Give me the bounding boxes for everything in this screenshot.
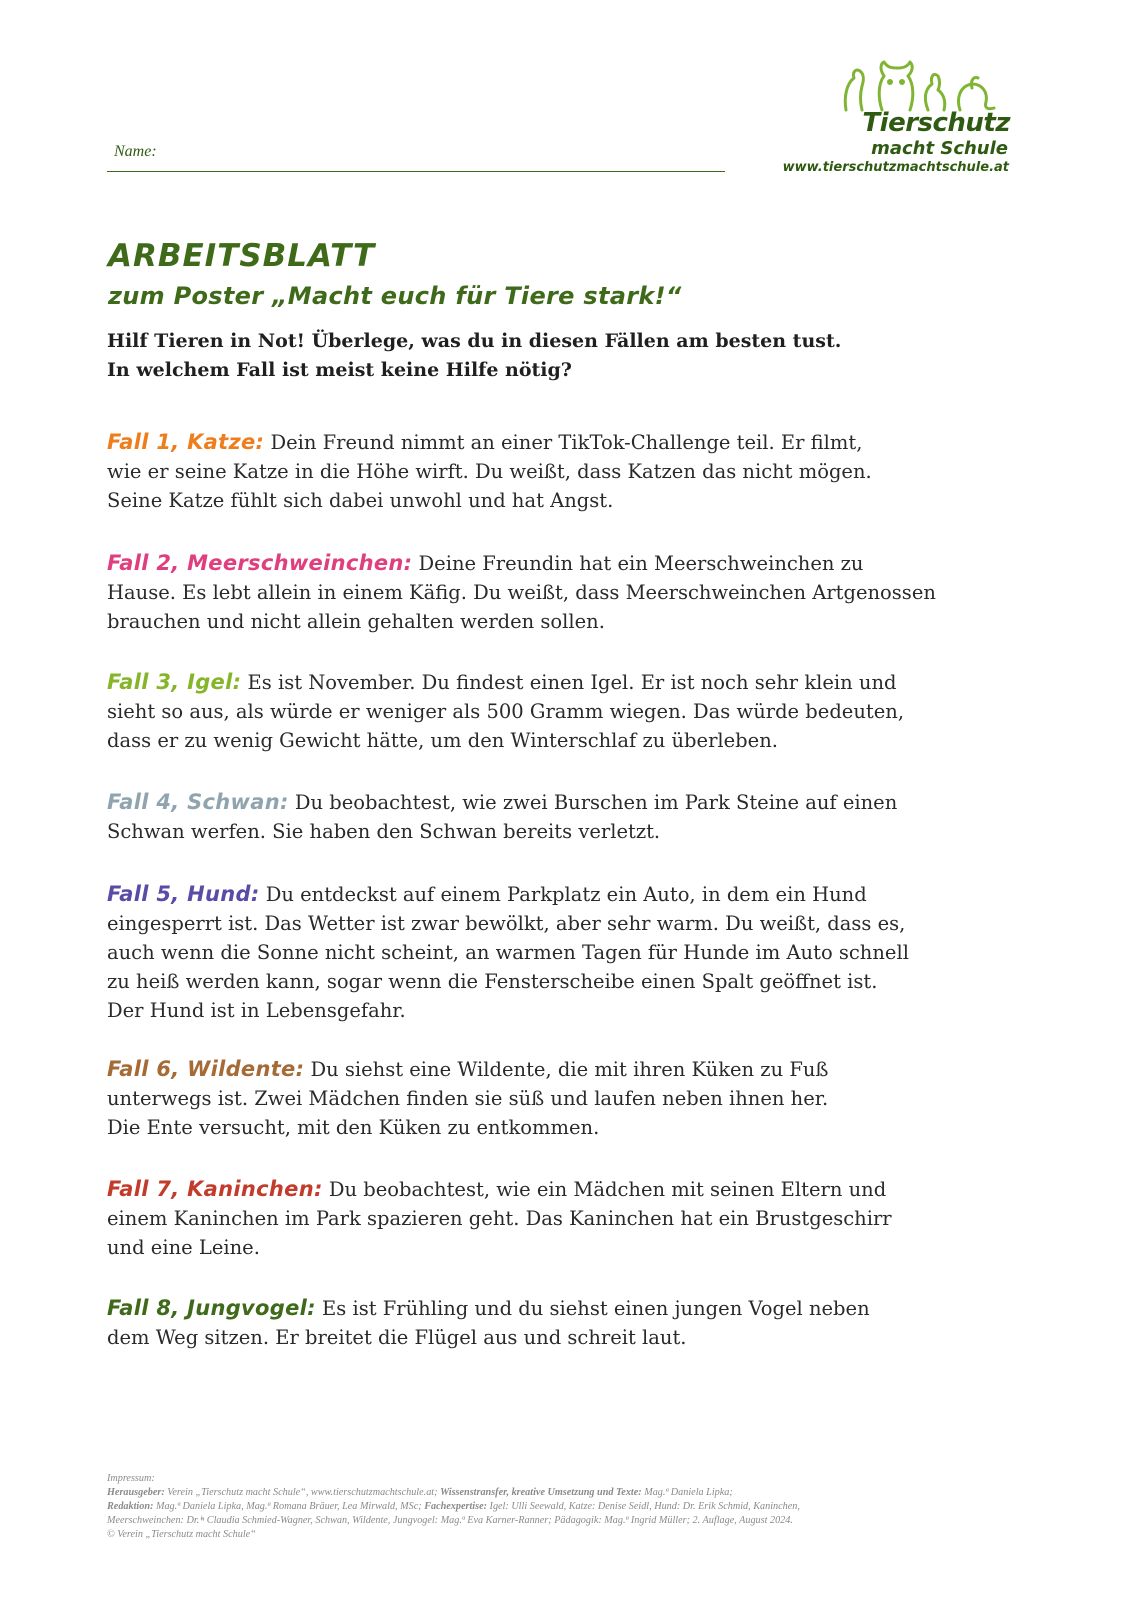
case-text-line: Seine Katze fühlt sich dabei unwohl und hat Angst. xyxy=(107,489,614,512)
impressum-label: Redaktion: xyxy=(107,1501,154,1512)
case-text-line: Die Ente versucht, mit den Küken zu entkommen. xyxy=(107,1116,600,1139)
case-text-line: Dein Freund nimmt an einer TikTok-Challenge teil. Er filmt, xyxy=(264,431,863,454)
case-1 xyxy=(107,428,1017,515)
case-text-line: dem Weg sitzen. Er breitet die Flügel aus und schreit laut. xyxy=(107,1326,687,1349)
name-input-line[interactable] xyxy=(107,171,725,172)
intro-text xyxy=(107,327,1027,385)
case-label: Fall 7, Kaninchen: xyxy=(107,1177,323,1201)
page-subtitle: zum Poster „Macht euch für Tiere stark!“ xyxy=(108,282,682,310)
impressum-text: Igel: Ulli Seewald, Katze: Denise Seidl, Hund: Dr. Erik Schmid, Kaninchen, xyxy=(487,1501,800,1512)
case-text-line: Der Hund ist in Lebensgefahr. xyxy=(107,999,406,1022)
case-text-line: Du beobachtest, wie zwei Burschen im Park Steine auf einen xyxy=(288,791,898,814)
case-7 xyxy=(107,1175,1017,1262)
case-text-line: wie er seine Katze in die Höhe wirft. Du weißt, dass Katzen das nicht mögen. xyxy=(107,460,872,483)
case-text-line: und eine Leine. xyxy=(107,1236,260,1259)
case-label: Fall 3, Igel: xyxy=(107,670,242,694)
impressum xyxy=(107,1472,1027,1542)
impressum-label: Wissenstransfer, kreative Umsetzung und Texte: xyxy=(440,1487,642,1498)
case-text-line: auch wenn die Sonne nicht scheint, an warmen Tagen für Hunde im Auto schnell xyxy=(107,941,909,964)
case-text-line: Es ist November. Du findest einen Igel. Er ist noch sehr klein und xyxy=(241,671,897,694)
case-2 xyxy=(107,549,1017,636)
case-label: Fall 4, Schwan: xyxy=(107,790,289,814)
case-text-line: Hause. Es lebt allein in einem Käfig. Du weißt, dass Meerschweinchen Artgenossen xyxy=(107,581,936,604)
impressum-line-1 xyxy=(107,1486,1027,1500)
case-text-line: Du beobachtest, wie ein Mädchen mit seinen Eltern und xyxy=(322,1178,887,1201)
case-5 xyxy=(107,880,1017,1025)
case-label: Fall 1, Katze: xyxy=(107,430,265,454)
name-label: Name: xyxy=(114,143,157,160)
case-text-line: brauchen und nicht allein gehalten werden sollen. xyxy=(107,610,605,633)
case-text-line: Du entdeckst auf einem Parkplatz ein Auto, in dem ein Hund xyxy=(259,883,867,906)
case-text-line: Schwan werfen. Sie haben den Schwan bereits verletzt. xyxy=(107,820,661,843)
case-label: Fall 2, Meerschweinchen: xyxy=(107,551,413,575)
impressum-text: Mag.ª Daniela Lipka; xyxy=(641,1487,733,1498)
case-text-line: dass er zu wenig Gewicht hätte, um den Winterschlaf zu überleben. xyxy=(107,729,778,752)
case-text-line: Du siehst eine Wildente, die mit ihren Küken zu Fuß xyxy=(304,1058,829,1081)
case-3 xyxy=(107,668,1017,755)
impressum-text: Verein „Tierschutz macht Schule“, www.tierschutzmachtschule.at; xyxy=(164,1487,441,1498)
case-text-line: Deine Freundin hat ein Meerschweinchen zu xyxy=(412,552,864,575)
impressum-label: Herausgeber: xyxy=(107,1487,165,1498)
impressum-line-2 xyxy=(107,1500,1027,1514)
intro-line-1: Hilf Tieren in Not! Überlege, was du in diesen Fällen am besten tust. xyxy=(107,330,842,352)
case-4 xyxy=(107,788,1017,846)
case-label: Fall 6, Wildente: xyxy=(107,1057,305,1081)
page-title: ARBEITSBLATT xyxy=(108,238,376,274)
logo-url[interactable]: www.tierschutzmachtschule.at xyxy=(782,160,1009,175)
case-label: Fall 5, Hund: xyxy=(107,882,260,906)
case-text-line: zu heiß werden kann, sogar wenn die Fensterscheibe einen Spalt geöffnet ist. xyxy=(107,970,878,993)
intro-line-2: In welchem Fall ist meist keine Hilfe nötig? xyxy=(107,359,572,381)
case-text-line: eingesperrt ist. Das Wetter ist zwar bewölkt, aber sehr warm. Du weißt, dass es, xyxy=(107,912,906,935)
logo xyxy=(738,58,1038,183)
impressum-line-3: Meerschweinchen: Dr.ⁱⁿ Claudia Schmied-Wagner, Schwan, Wildente, Jungvogel: Mag.ª Eva Karner-Ranner; Pädagogik: Mag.ª Ingrid Müller; 2. Auflage, August 2024. xyxy=(107,1515,793,1526)
impressum-label: Fachexpertise: xyxy=(424,1501,487,1512)
case-text-line: sieht so aus, als würde er weniger als 500 Gramm wiegen. Das würde bedeuten, xyxy=(107,700,905,723)
impressum-line-4: © Verein „Tierschutz macht Schule“ xyxy=(107,1529,256,1540)
case-text-line: unterwegs ist. Zwei Mädchen finden sie süß und laufen neben ihnen her. xyxy=(107,1087,829,1110)
case-8 xyxy=(107,1294,1017,1352)
case-6 xyxy=(107,1055,1017,1142)
impressum-heading: Impressum: xyxy=(107,1473,155,1484)
logo-title: Tierschutz xyxy=(862,108,1010,138)
case-text-line: Es ist Frühling und du siehst einen jungen Vogel neben xyxy=(315,1297,870,1320)
logo-subtitle: macht Schule xyxy=(871,138,1008,159)
case-label: Fall 8, Jungvogel: xyxy=(107,1296,316,1320)
impressum-text: Mag.ª Daniela Lipka, Mag.ª Romana Bräuer, Lea Mirwald, MSc; xyxy=(153,1501,425,1512)
case-text-line: einem Kaninchen im Park spazieren geht. Das Kaninchen hat ein Brustgeschirr xyxy=(107,1207,892,1230)
